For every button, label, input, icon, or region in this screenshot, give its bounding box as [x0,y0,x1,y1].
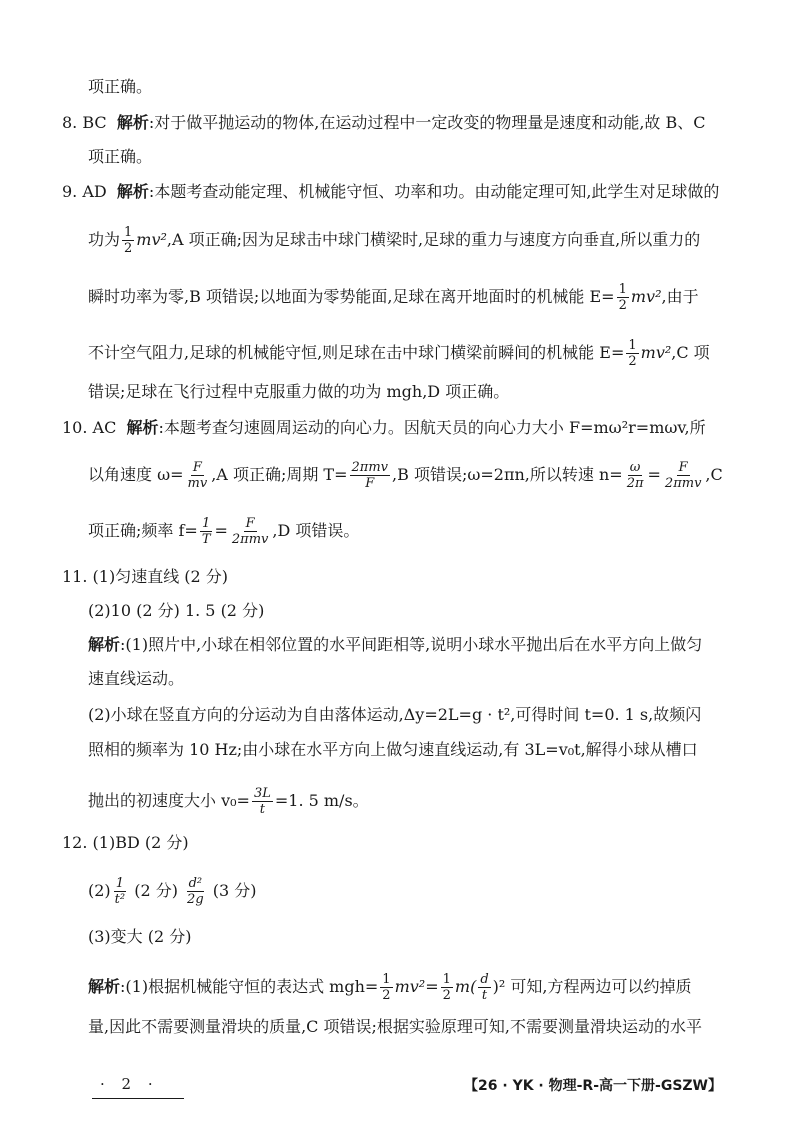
q9-line [62,181,719,203]
q10-line-a: 以角速度 ω= $\frac{F}{mv}$ ,A 项正确;周期 T= $\frac{\text{2πmv}}{F}$ ,B 项错误;ω=2πn,所以转速 n= $\frac{\omega}{2\pi}$ = $\frac{F}{\text{2πmv}}$ ,C [88,460,723,491]
q9-line-c: 不计空气阻力,足球的机械能守恒,则足球在击中球门横梁前瞬间的机械能 E= $\frac{1}{2}$ mv²,C 项 [88,338,710,369]
fraction: $\frac{\text{2πmv}}{F}$ [351,460,389,491]
q9-text: :本题考查动能定理、机械能守恒、功率和功。由动能定理可知,此学生对足球做的 [148,182,720,201]
fraction-half: $\frac{1}{2}$ [382,972,391,1003]
footer-code: 【26 · YK · 物理-R-高一下册-GSZW】 [464,1078,722,1094]
text-line: 照相的频率为 10 Hz;由小球在水平方向上做匀速直线运动,有 3L=v₀t,解得小球从槽口 [88,740,698,759]
q11-analysis-line: 解析:(1)照片中,小球在相邻位置的水平间距相等,说明小球水平抛出后在水平方向上做匀 [88,635,703,654]
q11-line-7: 抛出的初速度大小 v₀= $\frac{3L}{t}$ =1. 5 m/s。 [88,786,369,817]
q8-number: 8. BC [62,113,107,132]
text-line: 项正确。 [88,147,153,166]
q9-line-b: 瞬时功率为零,B 项错误;以地面为零势能面,足球在离开地面时的机械能 E= $\frac{1}{2}$ mv²,由于 [88,282,699,313]
text-line: 12. (1)BD (2 分) [62,833,189,852]
fraction-half: $\frac{1}{2}$ [628,338,637,369]
fraction: $\frac{3L}{t}$ [253,786,271,817]
fraction: $\frac{1}{\text{t²}}$ [114,876,126,907]
q12-line-4: 解析:(1)根据机械能守恒的表达式 mgh= $\frac{1}{2}$ mv²= $\frac{1}{2}$ m( $\frac{d}{t}$ )² 可知,方程两边可以约掉质 [88,972,692,1003]
text-line: 量,因此不需要测量滑块的质量,C 项错误;根据实验原理可知,不需要测量滑块运动的水平 [88,1017,702,1036]
q10-line-b: 项正确;频率 f= $\frac{1}{T}$ = $\frac{F}{\text{2πmv}}$ ,D 项错误。 [88,516,360,547]
analysis-label: 解析 [88,635,121,654]
fraction: $\frac{F}{mv}$ [187,460,208,491]
analysis-label: 解析 [116,182,149,201]
q10-number: 10. AC [62,418,117,437]
text-line: 速直线运动。 [88,669,185,688]
fraction: $\frac{1}{T}$ [201,516,211,547]
fraction: $\frac{\omega}{2\pi}$ [626,460,644,491]
q9-number: 9. AD [62,182,107,201]
q8-text: :对于做平抛运动的物体,在运动过程中一定改变的物理量是速度和动能,故 B、C [148,113,706,132]
q9-line-a: 功为 $\frac{1}{2}$ mv²,A 项正确;因为足球击中球门横梁时,足球的重力与速度方向垂直,所以重力的 [88,225,701,256]
text-line: 错误;足球在飞行过程中克服重力做的功为 mgh,D 项正确。 [88,382,510,401]
page-number: · 2 · [100,1075,159,1093]
text-line: 11. (1)匀速直线 (2 分) [62,567,229,586]
fraction: $\frac{F}{\text{2πmv}}$ [231,516,269,547]
fraction-half: $\frac{1}{2}$ [618,282,627,313]
fraction: $\frac{\text{d²}}{2g}$ [187,876,204,907]
fraction: $\frac{d}{t}$ [480,972,489,1003]
q8-line [62,112,706,134]
fraction-half: $\frac{1}{2}$ [124,225,133,256]
q10-line [62,417,706,439]
fraction-half: $\frac{1}{2}$ [442,972,451,1003]
text-line: 项正确。 [88,77,153,96]
analysis-label: 解析 [88,977,121,996]
analysis-label: 解析 [116,113,149,132]
text-line: (2)10 (2 分) 1. 5 (2 分) [88,601,265,620]
text-line: (2)小球在竖直方向的分运动为自由落体运动,Δy=2L=g · t²,可得时间 t=0. 1 s,故频闪 [88,705,702,724]
q10-text: :本题考查匀速圆周运动的向心力。因航天员的向心力大小 F=mω²r=mωv,所 [158,418,706,437]
q12-line-2: (2) $\frac{1}{\text{t²}}$ (2 分) $\frac{\text{d²}}{2g}$ (3 分) [88,876,257,907]
analysis-label: 解析 [126,418,159,437]
text-line: (3)变大 (2 分) [88,927,192,946]
fraction: $\frac{F}{\text{2πmv}}$ [664,460,702,491]
footer-rule [92,1098,184,1099]
